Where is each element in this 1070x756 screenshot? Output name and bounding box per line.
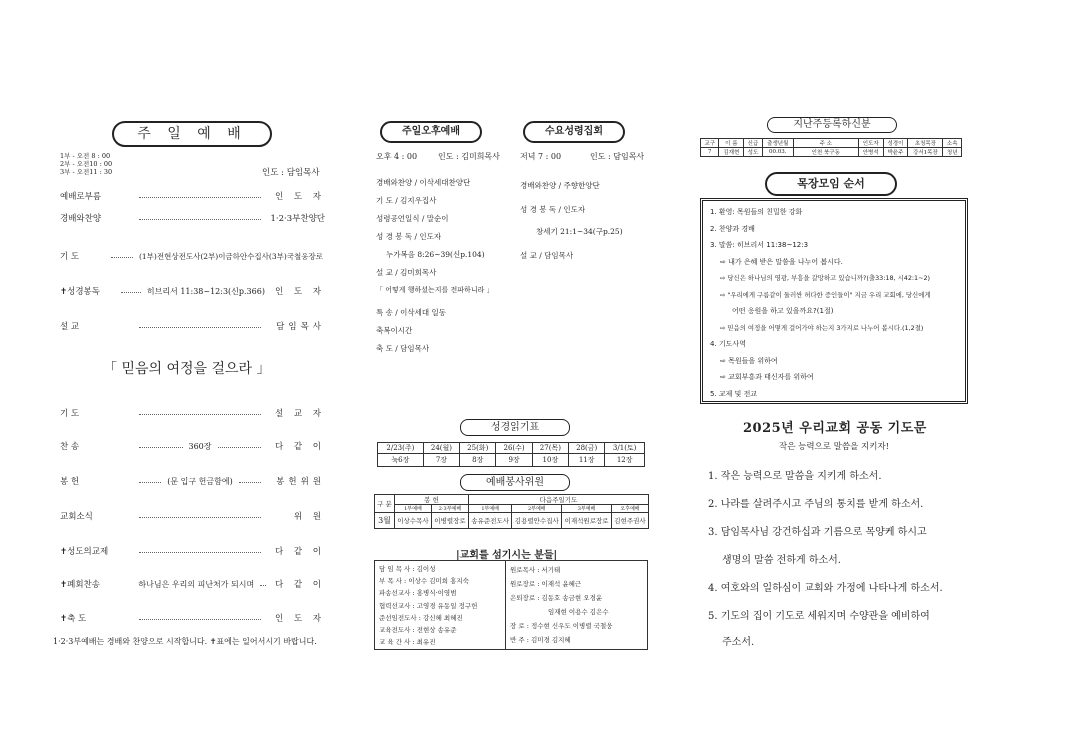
reading-chapter: 7장 bbox=[423, 454, 459, 467]
committee-subheader: 1부예배 bbox=[394, 505, 431, 513]
committee-subheader: 오후예배 bbox=[611, 505, 648, 513]
wednesday-leader: 인도 : 담임목사 bbox=[590, 152, 645, 161]
committee-header: 구 분 bbox=[375, 495, 395, 513]
prayer-item: 1. 작은 능력으로 말씀을 지키게 하소서. bbox=[708, 471, 882, 482]
reading-chapter: 10장 bbox=[532, 454, 568, 467]
wednesday-item: 경배와찬양 / 주향한양단 bbox=[520, 181, 600, 190]
committee-subheader: 2부예배 bbox=[512, 505, 562, 513]
minister-row: 임재현 이용수 김은수 bbox=[548, 608, 609, 616]
attendance-header: 주 소 bbox=[793, 139, 858, 148]
order-detail: (1부)전현상전도사(2부)이금하안수집사(3부)국철웅장로 bbox=[138, 251, 323, 261]
prayer-title: 2025년 우리교회 공동 기도문 bbox=[743, 421, 927, 436]
afternoon-item: 누가복음 8:26~39(신p.104) bbox=[386, 250, 485, 259]
cell-group-line: 2. 찬양과 경배 bbox=[710, 224, 755, 233]
wednesday-item: 설 교 / 담임목사 bbox=[520, 251, 574, 260]
cell-group-line: 4. 기도사역 bbox=[710, 340, 746, 348]
wednesday-order bbox=[520, 180, 623, 268]
afternoon-item: 특 송 / 이삭세대 일동 bbox=[376, 308, 447, 317]
order-role: 설 교 자 bbox=[274, 409, 325, 419]
minister-row: 은퇴장로 : 김동호 송금현 오경윤 bbox=[510, 594, 603, 602]
wednesday-item: 성 경 봉 독 / 인도자 bbox=[520, 205, 586, 214]
committee-subheader: 1부예배 bbox=[468, 505, 511, 513]
prayer-items bbox=[708, 467, 943, 657]
order-role: 인 도 자 bbox=[274, 192, 325, 202]
reading-chapter: 9장 bbox=[496, 454, 532, 467]
order-row bbox=[60, 407, 325, 419]
attendance-header: 성경이 bbox=[883, 139, 908, 148]
order-label: ✝성도의교제 bbox=[60, 547, 109, 557]
reading-chapter: 11장 bbox=[569, 454, 605, 467]
prayer-item: 5. 기도의 집이 기도로 세워지며 수양관을 예비하여 bbox=[708, 611, 930, 622]
order-row bbox=[60, 250, 325, 262]
reading-day: 26(수) bbox=[496, 443, 532, 454]
afternoon-item: 성령공언일식 / 말순이 bbox=[376, 214, 449, 223]
afternoon-order bbox=[376, 177, 494, 361]
prayer-item: 생명의 말씀 전하게 하소서. bbox=[722, 555, 841, 566]
cell-group-box bbox=[700, 198, 968, 404]
order-role: 봉헌위원 bbox=[276, 477, 325, 487]
order-label: 예배로부름 bbox=[60, 192, 102, 202]
order-role: 다 같 이 bbox=[274, 580, 325, 590]
order-row bbox=[60, 578, 325, 590]
order-label: 찬 송 bbox=[60, 442, 80, 452]
order-row bbox=[60, 612, 325, 624]
attendance-header: 이 름 bbox=[719, 139, 744, 148]
service-time-3: 3부 - 오전11 : 30 bbox=[60, 168, 113, 176]
minister-row: 교육전도사 : 전현상 송유준 bbox=[379, 626, 457, 635]
order-detail: 하나님은 우리의 피난처가 되시며 bbox=[138, 579, 255, 589]
reading-day: 3/1(토) bbox=[605, 443, 645, 454]
reading-day: 28(금) bbox=[569, 443, 605, 454]
prayer-item: 2. 나라를 살려주시고 주님의 통치를 받게 하소서. bbox=[708, 499, 924, 510]
attendance-header: 출생년월 bbox=[762, 139, 793, 148]
attendance-title: 지난주등록하신분 bbox=[767, 117, 897, 133]
cell-group-line: 3. 말씀: 히브리서 11:38~12:3 bbox=[710, 241, 809, 249]
cell-group-line: ⇨ "우리에게 구름같이 둘러싼 허다한 증인들이" 지금 우리 교회에, 당신에게 bbox=[720, 290, 931, 299]
order-row bbox=[60, 285, 325, 297]
minister-row: 원로장로 : 이재석 윤혜근 bbox=[510, 580, 582, 588]
bible-reading-table bbox=[377, 442, 645, 467]
committee-name: 이재석원로장로 bbox=[562, 513, 612, 529]
wednesday-item: 창세기 21:1~34(구p.25) bbox=[536, 227, 623, 236]
order-label: 교회소식 bbox=[60, 512, 93, 522]
cell-group-line: 1. 환영: 목원들의 친밀한 강화 bbox=[710, 208, 803, 216]
order-row bbox=[60, 545, 325, 557]
prayer-item: 주소서. bbox=[722, 637, 755, 648]
reading-chapter: 눅6장 bbox=[378, 454, 424, 467]
committee-name: 이병렬장로 bbox=[431, 513, 468, 529]
prayer-item: 4. 여호와의 일하심이 교회와 가정에 나타나게 하소서. bbox=[708, 583, 943, 594]
minister-row: 반 주 : 김미경 김지혜 bbox=[510, 636, 571, 644]
order-role: 인 도 자 bbox=[274, 287, 325, 297]
order-label: ✝폐회찬송 bbox=[60, 580, 100, 590]
service-committee-title: 예배봉사위원 bbox=[460, 474, 570, 491]
attendance-header: 인도자 bbox=[858, 139, 883, 148]
minister-row: 협력선교사 : 고영경 유동일 정구헌 bbox=[379, 601, 478, 610]
reading-day: 24(월) bbox=[423, 443, 459, 454]
order-role: 위 원 bbox=[293, 512, 325, 522]
afternoon-item: 「 어떻게 행하셨는지를 전파하니라 」 bbox=[376, 286, 494, 294]
bible-reading-days bbox=[378, 443, 645, 454]
ministers-right bbox=[510, 563, 613, 647]
afternoon-item: 기 도 / 김지우집사 bbox=[376, 196, 437, 205]
order-row bbox=[60, 475, 325, 487]
sermon-title: 「 믿음의 여정을 걸으라 」 bbox=[103, 361, 271, 377]
afternoon-item: 축 도 / 담임목사 bbox=[376, 344, 430, 353]
reading-day: 25(화) bbox=[460, 443, 496, 454]
attendance-header: 소속 bbox=[943, 139, 962, 148]
footnote: 1·2·3부예배는 경배와 찬양으로 시작합니다. ✝표에는 일어서시기 바랍니다. bbox=[53, 637, 317, 646]
order-detail: 360장 bbox=[188, 441, 212, 451]
order-row bbox=[60, 510, 325, 522]
attendance-table bbox=[700, 138, 962, 157]
cell-group-line: ⇨ 믿음의 여정을 어떻게 걸어가야 하는지 3가지로 나누어 봅시다.(1,2절) bbox=[720, 323, 924, 332]
committee-month: 3월 bbox=[375, 513, 395, 529]
cell-group-line: ⇨ 내가 은혜 받은 말씀을 나누어 봅시다. bbox=[720, 257, 843, 266]
ministers-title: |교회를 섬기시는 분들| bbox=[456, 550, 558, 561]
minister-row: 원로목사 : 서기태 bbox=[510, 566, 561, 574]
prayer-item: 3. 담임목사님 강건하십과 기름으로 목양케 하시고 bbox=[708, 527, 927, 538]
reading-day: 2/23(주) bbox=[378, 443, 424, 454]
minister-row: 파송선교사 : 홍병식·이영범 bbox=[379, 589, 457, 598]
order-row bbox=[60, 212, 325, 224]
cell-group-lines bbox=[710, 204, 931, 402]
order-label: 봉 헌 bbox=[60, 477, 80, 487]
attendance-header: 교구 bbox=[701, 139, 719, 148]
order-label: ✝성경봉독 bbox=[60, 287, 100, 297]
committee-header: 다음주일기도 bbox=[468, 495, 648, 505]
attendance-cell: 00.03. bbox=[762, 148, 793, 157]
afternoon-service-title: 주일오후예배 bbox=[380, 121, 482, 143]
service-times bbox=[60, 152, 112, 176]
reading-day: 27(목) bbox=[532, 443, 568, 454]
attendance-cell: 안병석 bbox=[858, 148, 883, 157]
afternoon-item: 축복이시간 bbox=[376, 326, 413, 335]
cell-group-title: 목장모임 순서 bbox=[765, 172, 897, 196]
attendance-cell: 성도 bbox=[744, 148, 762, 157]
order-label: 기 도 bbox=[60, 409, 80, 419]
order-label: 기 도 bbox=[60, 252, 80, 262]
order-row bbox=[60, 320, 325, 332]
service-time-2: 2부 - 오전10 : 00 bbox=[60, 160, 113, 168]
minister-row: 교 육 간 사 : 최유진 bbox=[379, 638, 436, 647]
reading-chapter: 8장 bbox=[460, 454, 496, 467]
cell-group-line: 5. 교제 및 전교 bbox=[710, 389, 758, 398]
order-role: 1·2·3부찬양단 bbox=[270, 214, 325, 224]
attendance-cell: 7 bbox=[701, 148, 719, 157]
bible-reading-chapters bbox=[378, 454, 645, 467]
order-row bbox=[60, 440, 325, 452]
order-detail: (문 입구 헌금함에) bbox=[167, 476, 233, 486]
ministers-divider bbox=[505, 561, 506, 649]
committee-header: 봉 헌 bbox=[394, 495, 468, 505]
order-label: ✝축 도 bbox=[60, 614, 87, 624]
minister-row: 장 로 : 정수현 신우도 이병렬 국철웅 bbox=[510, 622, 613, 630]
service-time-1: 1부 - 오전 8 : 00 bbox=[60, 152, 111, 160]
opening-leader: 인도 : 담임목사 bbox=[262, 168, 320, 178]
attendance-cell: 박윤주 bbox=[883, 148, 908, 157]
cell-group-line: ⇨ 교회부흥과 태신자를 위하여 bbox=[720, 373, 814, 381]
committee-subheader: 2·3부예배 bbox=[431, 505, 468, 513]
order-role: 담임목사 bbox=[276, 322, 325, 332]
attendance-cell: 청년 bbox=[943, 148, 962, 157]
minister-row: 담 임 목 사 : 김이성 bbox=[379, 565, 436, 573]
cell-group-line: ⇨ 목원들을 위하여 bbox=[720, 356, 778, 365]
afternoon-item: 설 교 / 김미희목사 bbox=[376, 268, 437, 277]
committee-name: 이상수목사 bbox=[394, 513, 431, 529]
ministers-left bbox=[379, 563, 477, 648]
committee-name: 송유준전도사 bbox=[468, 513, 511, 529]
committee-name: 김현주권사 bbox=[611, 513, 648, 529]
minister-row: 부 목 사 : 이상수 김미희 홍지숙 bbox=[379, 577, 469, 586]
order-role: 다 같 이 bbox=[274, 442, 325, 452]
afternoon-leader: 인도 : 김미희목사 bbox=[438, 152, 500, 161]
afternoon-item: 성 경 봉 독 / 인도자 bbox=[376, 232, 442, 241]
cell-group-line: 어떤 응원을 하고 있을까요?(1절) bbox=[732, 307, 834, 315]
attendance-header: 신급 bbox=[744, 139, 762, 148]
prayer-subtitle: 작은 능력으로 말씀을 지키자! bbox=[779, 442, 890, 452]
order-detail: 히브리서 11:38~12:3(신p.366) bbox=[146, 286, 265, 296]
cell-group-line: ⇨ 당신은 하나님의 영광, 부흥을 갈망하고 있습니까?(출33:18, 시42:1~2) bbox=[720, 274, 931, 282]
reading-chapter: 12장 bbox=[605, 454, 645, 467]
committee-name: 김용렬안수집사 bbox=[512, 513, 562, 529]
afternoon-time: 오후 4 : 00 bbox=[376, 152, 418, 161]
order-label: 경배와찬양 bbox=[60, 214, 102, 224]
order-row bbox=[60, 190, 325, 202]
order-label: 설 교 bbox=[60, 322, 80, 332]
afternoon-item: 경배와찬양 / 이삭세대찬양단 bbox=[376, 178, 471, 187]
attendance-cell: 인천 북구동 bbox=[793, 148, 858, 157]
attendance-cell: 김재현 bbox=[719, 148, 744, 157]
wednesday-service-title: 수요성령집회 bbox=[523, 121, 625, 143]
order-role: 다 같 이 bbox=[274, 547, 325, 557]
service-committee-table bbox=[374, 494, 649, 529]
order-role: 인 도 자 bbox=[274, 614, 325, 624]
bible-reading-title: 성경읽기표 bbox=[460, 419, 570, 436]
wednesday-time: 저녁 7 : 00 bbox=[520, 152, 562, 161]
attendance-header: 초청목장 bbox=[908, 139, 943, 148]
ministers-box bbox=[374, 560, 648, 650]
minister-row: 준선임전도사 : 강신혜 최혜진 bbox=[379, 613, 463, 622]
sunday-service-title: 주 일 예 배 bbox=[112, 121, 272, 147]
committee-subheader: 3부예배 bbox=[562, 505, 612, 513]
attendance-cell: 강서1목장 bbox=[908, 148, 943, 157]
